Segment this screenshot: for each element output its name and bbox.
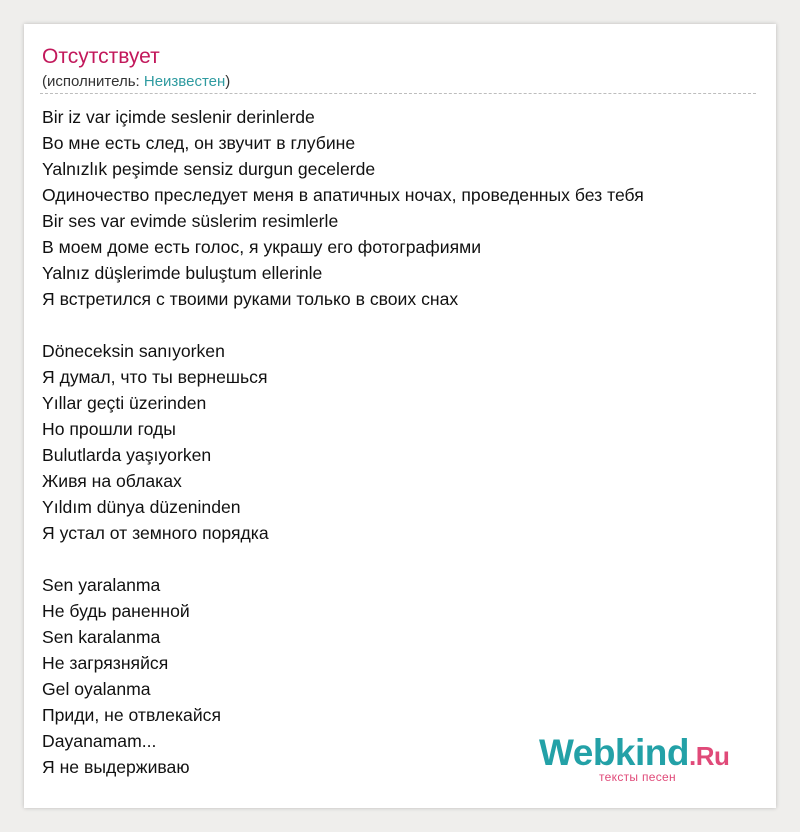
lyric-line: Döneceksin sanıyorken <box>42 341 225 361</box>
lyric-line: В моем доме есть голос, я украшу его фотографиями <box>42 237 482 257</box>
logo-tagline: тексты песен <box>599 770 676 784</box>
lyric-line: Yıllar geçti üzerinden <box>42 393 207 413</box>
lyrics-body <box>42 104 762 806</box>
lyric-line: Во мне есть след, он звучит в глубине <box>42 133 356 153</box>
lyric-line: Gel oyalanma <box>42 679 151 699</box>
stanza-1 <box>42 104 762 312</box>
song-title: Отсутствует <box>42 45 160 68</box>
lyric-line: Не будь раненной <box>42 601 190 621</box>
lyric-line: Dayanamam... <box>42 731 157 751</box>
lyrics-card <box>24 24 776 808</box>
lyric-line: Но прошли годы <box>42 419 176 439</box>
webkind-logo[interactable] <box>539 734 749 784</box>
lyric-line: Yalnızlık peşimde sensiz durgun gecelerde <box>42 159 376 179</box>
logo-main-text: Webkind <box>539 732 689 773</box>
stanza-2 <box>42 338 762 546</box>
dashed-divider <box>40 93 756 94</box>
lyric-line: Yalnız düşlerimde buluştum ellerinle <box>42 263 323 283</box>
lyric-line: Yıldım dünya düzeninden <box>42 497 241 517</box>
lyric-line: Живя на облаках <box>42 471 182 491</box>
lyric-line: Bir ses var evimde süslerim resimlerle <box>42 211 339 231</box>
lyric-line: Приди, не отвлекайся <box>42 705 221 725</box>
artist-link[interactable]: Неизвестен <box>143 73 226 90</box>
logo-tld: .Ru <box>689 741 730 771</box>
lyric-line: Bulutlarda yaşıyorken <box>42 445 212 465</box>
lyric-line: Bir iz var içimde seslenir derinlerde <box>42 107 315 127</box>
artist-line <box>42 73 230 91</box>
lyric-line: Я встретился с твоими руками только в своих снах <box>42 289 459 309</box>
lyric-line: Я не выдерживаю <box>42 757 190 777</box>
artist-prefix: (исполнитель: <box>42 73 144 90</box>
lyric-line: Не загрязняйся <box>42 653 169 673</box>
artist-suffix: ) <box>225 73 231 90</box>
logo-wordmark <box>539 734 729 775</box>
lyric-line: Я устал от земного порядка <box>42 523 269 543</box>
lyric-line: Одиночество преследует меня в апатичных ночах, проведенных без тебя <box>42 185 644 205</box>
lyric-line: Я думал, что ты вернешься <box>42 367 268 387</box>
lyric-line: Sen karalanma <box>42 627 161 647</box>
lyric-line: Sen yaralanma <box>42 575 161 595</box>
